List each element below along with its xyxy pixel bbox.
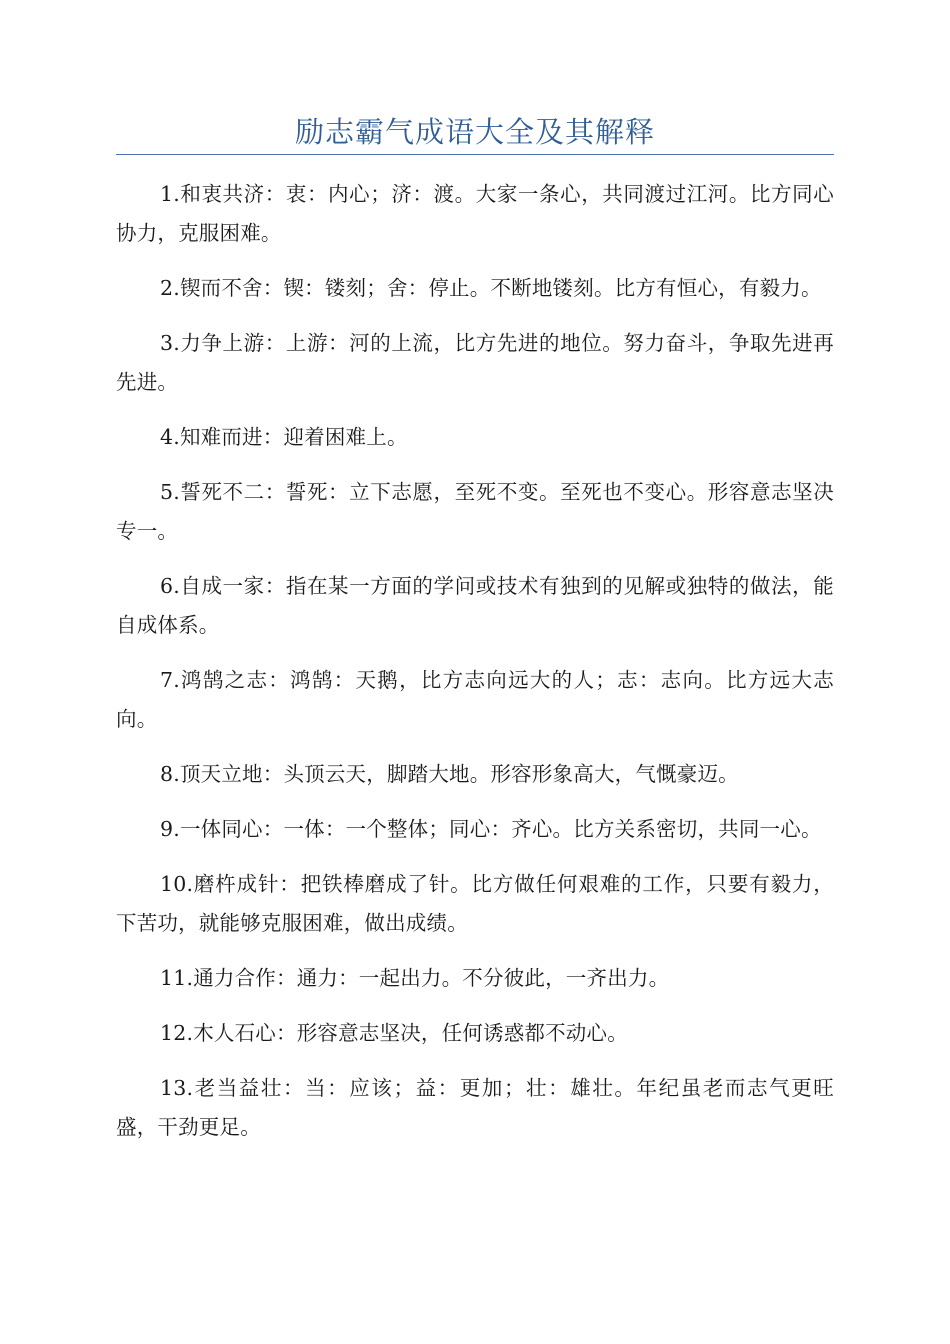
- idiom-entry-8: 8.顶天立地：头顶云天，脚踏大地。形容形象高大，气慨豪迈。: [160, 762, 739, 786]
- idiom-entry-11: 11.通力合作：通力：一起出力。不分彼此，一齐出力。: [160, 966, 670, 990]
- document-title: 励志霸气成语大全及其解释: [294, 115, 655, 149]
- idiom-entry-5: 5.誓死不二：誓死：立下志愿，至死不变。至死也不变心。形容意志坚决专一。: [116, 480, 834, 543]
- idiom-entry-3: 3.力争上游：上游：河的上流，比方先进的地位。努力奋斗，争取先进再先进。: [116, 331, 834, 394]
- idiom-entry-7: 7.鸿鹄之志：鸿鹄：天鹅，比方志向远大的人；志：志向。比方远大志向。: [116, 668, 834, 731]
- idiom-entry-13: 13.老当益壮：当：应该；益：更加；壮：雄壮。年纪虽老而志气更旺盛，干劲更足。: [116, 1076, 834, 1139]
- idiom-list: [116, 175, 834, 1163]
- idiom-entry-2: 2.锲而不舍：锲：镂刻；舍：停止。不断地镂刻。比方有恒心，有毅力。: [160, 276, 822, 300]
- idiom-entry-1: 1.和衷共济：衷：内心；济：渡。大家一条心，共同渡过江河。比方同心协力，克服困难。: [116, 182, 834, 245]
- idiom-entry-12: 12.木人石心：形容意志坚决，任何诱惑都不动心。: [160, 1021, 628, 1045]
- idiom-entry-10: 10.磨杵成针：把铁棒磨成了针。比方做任何艰难的工作，只要有毅力，下苦功，就能够克服困难，做出成绩。: [116, 872, 834, 935]
- title-underline: [116, 154, 834, 155]
- idiom-entry-9: 9.一体同心：一体：一个整体；同心：齐心。比方关系密切，共同一心。: [160, 817, 822, 841]
- idiom-entry-6: 6.自成一家：指在某一方面的学问或技术有独到的见解或独特的做法，能自成体系。: [116, 574, 834, 637]
- idiom-entry-4: 4.知难而进：迎着困难上。: [160, 425, 408, 449]
